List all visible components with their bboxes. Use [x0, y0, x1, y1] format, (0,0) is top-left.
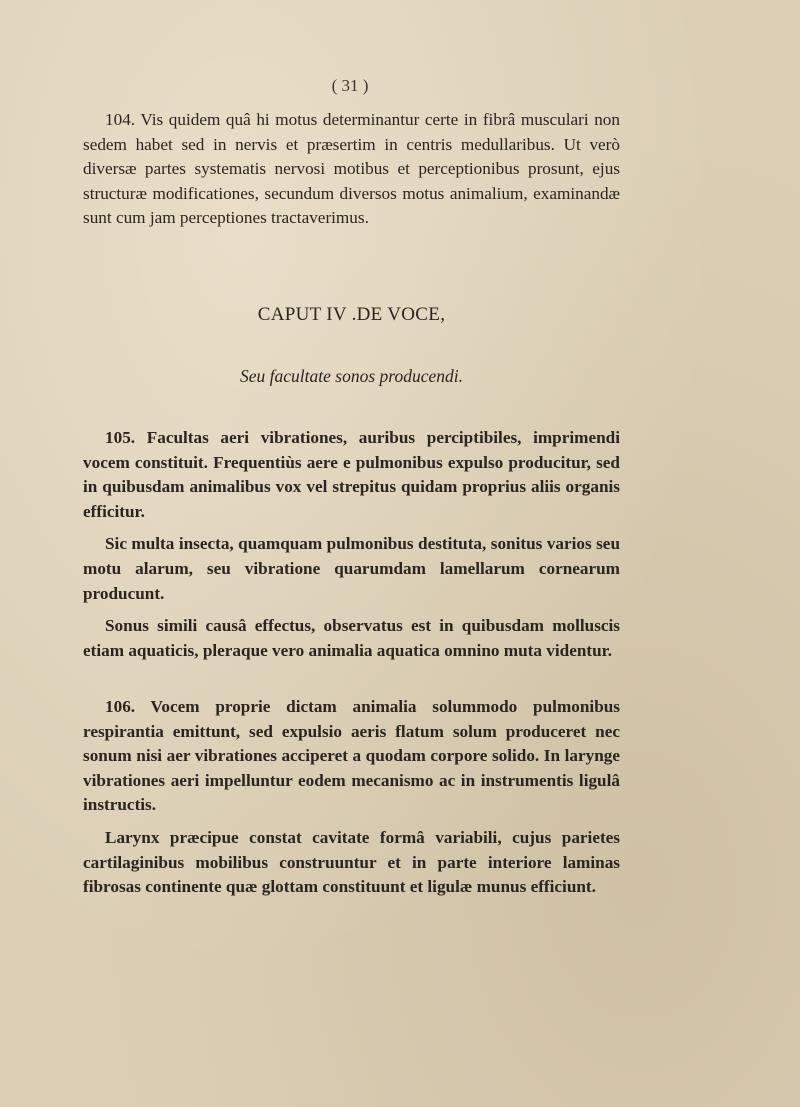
section-104 — [83, 108, 620, 231]
page-number: ( 31 ) — [331, 76, 369, 95]
section-106 — [83, 695, 620, 900]
section-105 — [83, 426, 620, 663]
paragraph-105-molluscs: Sonus simili causâ effectus, observatus est in quibusdam molluscis etiam aquaticis, pleraque vero animalia aquatica omnino muta videntur. — [83, 616, 620, 660]
chapter-subtitle: Seu facultate sonos producendi. — [240, 366, 463, 386]
paragraph-105: 105. Facultas aeri vibrationes, auribus perciptibiles, imprimendi vocem constituit. Frequentiùs aere e pulmonibus expulso producitur, sed in quibusdam animalibus vox vel strepitus quidam proprius aliis organis efficitur. — [83, 428, 620, 521]
paragraph-104: 104. Vis quidem quâ hi motus determinantur certe in fibrâ musculari non sedem habet sed in nervis et præsertim in centris medullaribus. Ut verò diversæ partes systematis nervosi motibus et perceptionibus prosunt, ejus structuræ modificationes, secundum diversos motus animalium, examinandæ sunt cum jam perceptiones tractaverimus. — [83, 110, 620, 228]
paragraph-106-larynx: Larynx præcipue constat cavitate formâ variabili, cujus parietes cartilaginibus mobilibus construuntur et in parte interiore laminas fibrosas continente quæ glottam constituunt et ligulæ munus efficiunt. — [83, 827, 620, 897]
paragraph-105-insects: Sic multa insecta, quamquam pulmonibus destituta, sonitus varios seu motu alarum, seu vibratione quarumdam lamellarum cornearum producunt. — [83, 534, 620, 603]
chapter-title: CAPUT IV .DE VOCE, — [257, 304, 446, 325]
paragraph-106: 106. Vocem proprie dictam animalia solummodo pulmonibus respirantia emittunt, sed expulsio aeris flatum solum produceret nec sonum nisi aer vibrationes acciperet a quodam corpore solido. In larynge vibrationes aeri impelluntur eodem mecanismo ac in instrumentis ligulâ instructis. — [83, 697, 620, 815]
